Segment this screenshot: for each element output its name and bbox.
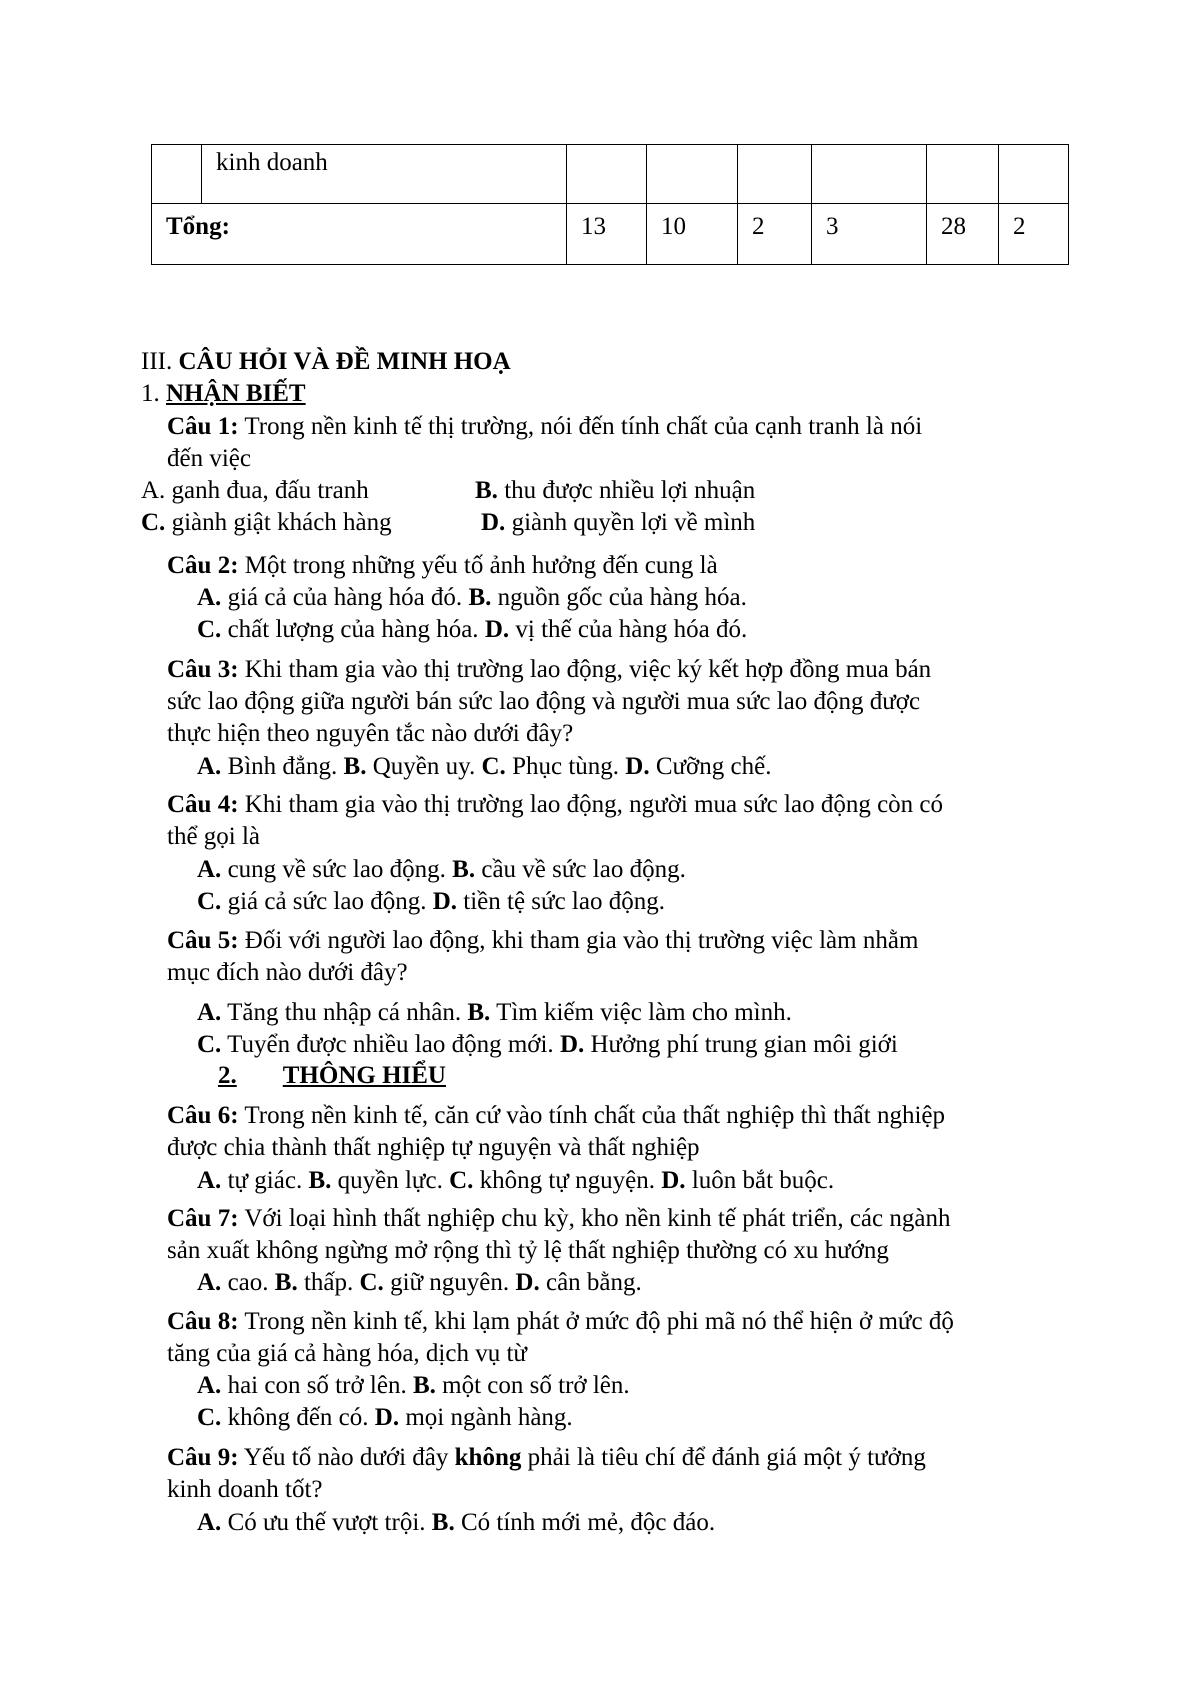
section-heading: III. CÂU HỎI VÀ ĐỀ MINH HOẠ xyxy=(141,348,511,375)
question-text-line: kinh doanh tốt? xyxy=(167,1476,323,1503)
option-c: C. giành giật khách hàng xyxy=(141,509,392,536)
table-cell: kinh doanh xyxy=(202,145,567,204)
options-line: A. cao. B. thấp. C. giữ nguyên. D. cân bằng. xyxy=(197,1269,642,1296)
question-text-line: thể gọi là xyxy=(167,823,261,850)
table-cell xyxy=(567,145,647,204)
question-7: Câu 7: Với loại hình thất nghiệp chu kỳ, kho nền kinh tế phát triển, các ngành xyxy=(167,1205,951,1232)
summary-table xyxy=(151,144,1069,265)
part1-heading: 1. NHẬN BIẾT xyxy=(141,380,306,407)
options-line: C. Tuyển được nhiều lao động mới. D. Hưởng phí trung gian môi giới xyxy=(197,1031,898,1058)
table-cell xyxy=(152,145,202,204)
question-text-line: đến việc xyxy=(167,445,251,472)
options-line: C. chất lượng của hàng hóa. D. vị thế của hàng hóa đó. xyxy=(197,616,748,643)
table-cell xyxy=(647,145,738,204)
option-b: B. thu được nhiều lợi nhuận xyxy=(475,477,756,504)
table-cell xyxy=(812,145,927,204)
table-row xyxy=(152,145,1069,204)
table-cell xyxy=(927,145,999,204)
question-text-line: được chia thành thất nghiệp tự nguyện và thất nghiệp xyxy=(167,1134,700,1161)
options-line: C. không đến có. D. mọi ngành hàng. xyxy=(197,1404,573,1431)
option-d: D. giành quyền lợi về mình xyxy=(481,509,756,536)
options-line: C. giá cả sức lao động. D. tiền tệ sức lao động. xyxy=(197,888,665,915)
total-cell: 10 xyxy=(647,204,738,265)
question-1: Câu 1: Trong nền kinh tế thị trường, nói đến tính chất của cạnh tranh là nói xyxy=(167,413,923,440)
options-line: A. Bình đẳng. B. Quyền uy. C. Phục tùng. D. Cưỡng chế. xyxy=(197,753,772,780)
question-2: Câu 2: Một trong những yếu tố ảnh hưởng đến cung là xyxy=(167,552,718,579)
total-cell: 28 xyxy=(927,204,999,265)
table-cell xyxy=(999,145,1069,204)
question-text-line: thực hiện theo nguyên tắc nào dưới đây? xyxy=(167,720,574,747)
option-a: A. ganh đua, đấu tranh xyxy=(141,477,369,504)
question-9: Câu 9: Yếu tố nào dưới đây không phải là tiêu chí để đánh giá một ý tưởng xyxy=(167,1444,926,1471)
options-line: A. cung về sức lao động. B. cầu về sức lao động. xyxy=(197,856,686,883)
question-6: Câu 6: Trong nền kinh tế, căn cứ vào tính chất của thất nghiệp thì thất nghiệp xyxy=(167,1102,946,1129)
total-cell: 2 xyxy=(738,204,812,265)
total-cell: 2 xyxy=(999,204,1069,265)
table-total-row xyxy=(152,204,1069,265)
question-4: Câu 4: Khi tham gia vào thị trường lao động, người mua sức lao động còn có xyxy=(167,791,944,818)
options-line: A. Tăng thu nhập cá nhân. B. Tìm kiếm việc làm cho mình. xyxy=(197,999,792,1026)
part2-heading: 2. THÔNG HIỂU xyxy=(218,1062,446,1089)
question-text-line: mục đích nào dưới đây? xyxy=(167,959,408,986)
total-cell: 3 xyxy=(812,204,927,265)
question-5: Câu 5: Đối với người lao động, khi tham gia vào thị trường việc làm nhằm xyxy=(167,927,919,954)
question-8: Câu 8: Trong nền kinh tế, khi lạm phát ở mức độ phi mã nó thể hiện ở mức độ xyxy=(167,1308,954,1335)
question-text-line: sản xuất không ngừng mở rộng thì tỷ lệ thất nghiệp thường có xu hướng xyxy=(167,1237,889,1264)
options-line: A. Có ưu thế vượt trội. B. Có tính mới mẻ, độc đáo. xyxy=(197,1509,716,1536)
table-cell xyxy=(738,145,812,204)
total-label: Tổng: xyxy=(152,204,567,265)
options-line: A. giá cả của hàng hóa đó. B. nguồn gốc của hàng hóa. xyxy=(197,584,747,611)
question-text-line: sức lao động giữa người bán sức lao động và người mua sức lao động được xyxy=(167,688,921,715)
options-line: A. tự giác. B. quyền lực. C. không tự nguyện. D. luôn bắt buộc. xyxy=(197,1167,835,1194)
question-3: Câu 3: Khi tham gia vào thị trường lao động, việc ký kết hợp đồng mua bán xyxy=(167,656,932,683)
question-text-line: tăng của giá cả hàng hóa, dịch vụ từ xyxy=(167,1340,527,1367)
total-cell: 13 xyxy=(567,204,647,265)
options-line: A. hai con số trở lên. B. một con số trở lên. xyxy=(197,1372,630,1399)
